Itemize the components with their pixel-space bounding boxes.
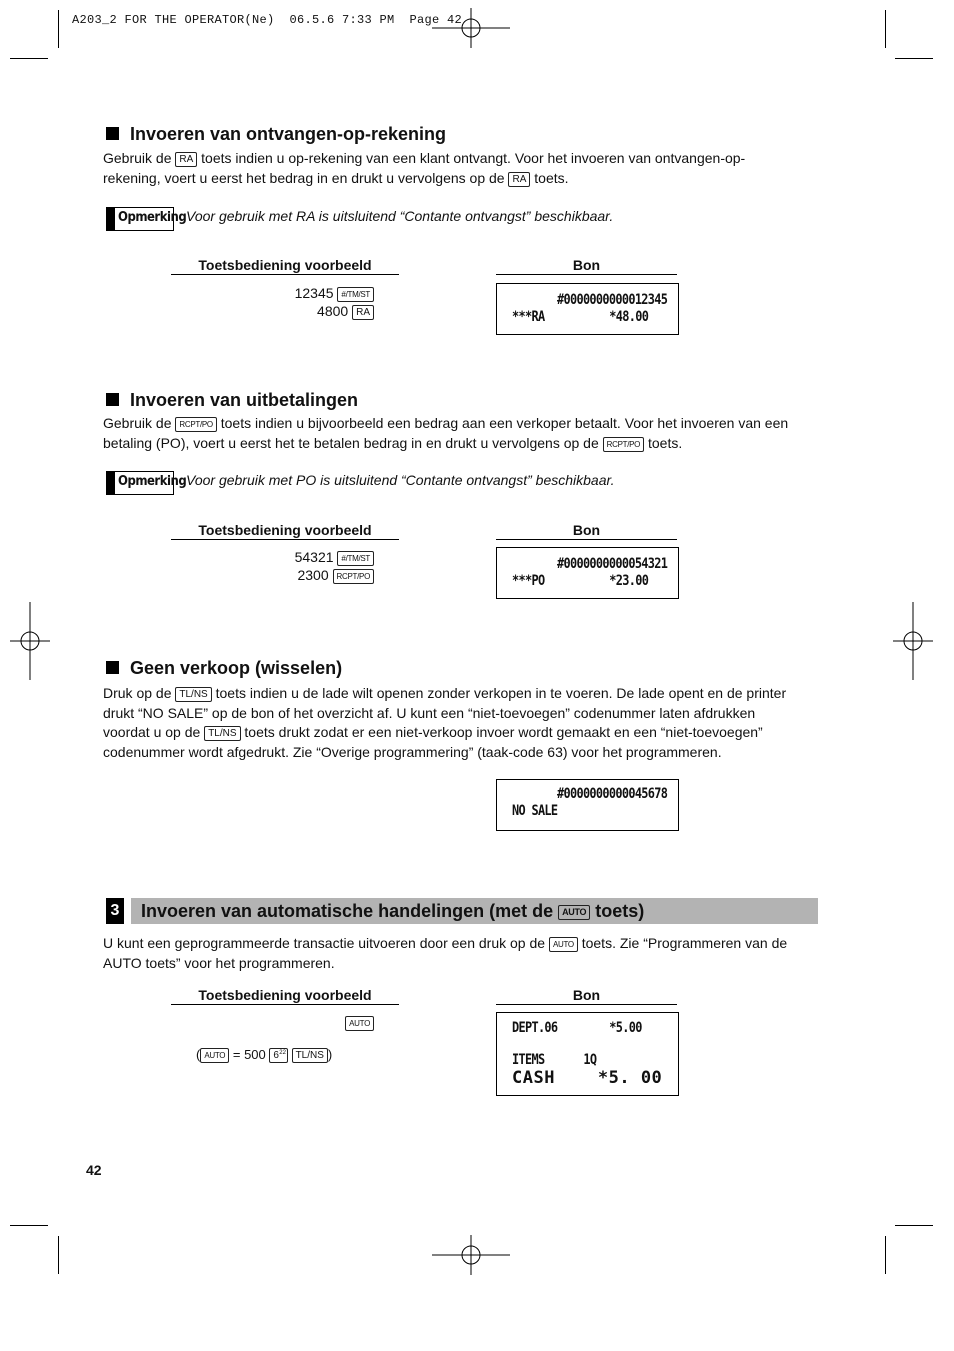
section-po-body: Gebruik de RCPT/PO toets indien u bijvoorbeeld een bedrag aan een verkoper betaalt. Voor het invoeren van een betaling (PO), voert u eerst het te betalen bedrag in en drukt u vervolgens op de RCPT/PO toets. [103,415,789,451]
section-number-badge: 3 [106,898,124,924]
section-ra-body: Gebruik de RA toets indien u op-rekening van een klant ontvangt. Voor het invoeren van ontvangen-op- rekening, voert u eerst het bedrag in en drukt u vervolgens op de RA toets. [103,150,746,186]
registration-mark-right [893,602,933,682]
ra-key-icon: RA [352,305,374,320]
registration-mark-bottom [432,1235,512,1275]
section-title-ra: Invoeren van ontvangen-op-rekening [106,124,446,145]
receipt-heading: Bon [496,522,677,540]
key-sequence: 12345 #/TM/ST 4800 RA [200,285,374,320]
registration-mark-left [10,602,50,682]
department-6-key-icon: 6 22 [269,1048,288,1063]
bullet-square-icon [106,393,119,406]
registration-mark-top [432,8,512,48]
key-operation-heading: Toetsbediening voorbeeld [171,522,399,540]
rcpt-po-key-icon: RCPT/PO [175,417,216,432]
auto-key-icon: AUTO [345,1016,374,1031]
receipt-auto: DEPT.06 *5.00 ITEMS 1Q CASH *5. 00 [496,1012,679,1096]
ra-key-icon: RA [508,172,530,187]
key-operation-heading: Toetsbediening voorbeeld [171,257,399,275]
print-header: A203_2 FOR THE OPERATOR(Ne) 06.5.6 7:33 PM Page 42 [72,13,463,27]
rcpt-po-key-icon: RCPT/PO [603,437,644,452]
receipt-ra: #0000000000012345 ***RA *48.00 [496,283,679,335]
note-text-po: Voor gebruik met PO is uitsluitend “Contante ontvangst” beschikbaar. [186,472,615,488]
receipt-heading: Bon [496,257,677,275]
key-operation-heading: Toetsbediening voorbeeld [171,987,399,1005]
auto-key-definition: ( AUTO = 500 6 22 TL/NS ) [196,1047,333,1062]
subtotal-key-icon: #/TM/ST [337,287,374,302]
note-badge: Opmerking [106,471,174,495]
section-auto-body: U kunt een geprogrammeerde transactie uitvoeren door een druk op de AUTO toets. Zie “Programmeren van de AUTO toets” voor het programmeren. [103,935,788,971]
page-number: 42 [86,1162,102,1178]
auto-key-icon: AUTO [549,937,578,952]
bullet-square-icon [106,661,119,674]
auto-key-icon: AUTO [200,1048,229,1063]
section-title-po: Invoeren van uitbetalingen [106,390,358,411]
section-no-sale-body: Druk op de TL/NS toets indien u de lade wilt openen zonder verkopen in te voeren. De lade opent en de printer drukt “NO SALE” op de bon of het overzicht af. U kunt een “niet-toevoegen” codenummer laten afdrukken voordat u op de TL/NS toets drukt zodat er een niet-verkoop invoer wordt gemaakt en een “niet-toevoegen” codenummer wordt afgedrukt. Zie “Overige programmering” (taak-code 63) voor het programmeren. [103,685,787,760]
tl-ns-key-icon: TL/NS [175,687,211,702]
key-sequence [200,1014,374,1031]
receipt-no-sale: #0000000000045678 NO SALE [496,779,679,831]
receipt-heading: Bon [496,987,677,1005]
subtotal-key-icon: #/TM/ST [337,551,374,566]
tl-ns-key-icon: TL/NS [204,726,240,741]
auto-key-icon: AUTO [558,905,590,920]
section-title-no-sale: Geen verkoop (wisselen) [106,658,342,679]
bullet-square-icon [106,127,119,140]
ra-key-icon: RA [175,152,197,167]
section-title-auto: Invoeren van automatische handelingen (met de AUTO toets) [141,901,645,921]
tl-ns-key-icon: TL/NS [292,1048,328,1063]
note-badge: Opmerking [106,207,174,231]
note-text-ra: Voor gebruik met RA is uitsluitend “Contante ontvangst” beschikbaar. [186,208,614,224]
rcpt-po-key-icon: RCPT/PO [333,569,374,584]
receipt-po: #0000000000054321 ***PO *23.00 [496,547,679,599]
key-sequence: 54321 #/TM/ST 2300 RCPT/PO [200,549,374,584]
